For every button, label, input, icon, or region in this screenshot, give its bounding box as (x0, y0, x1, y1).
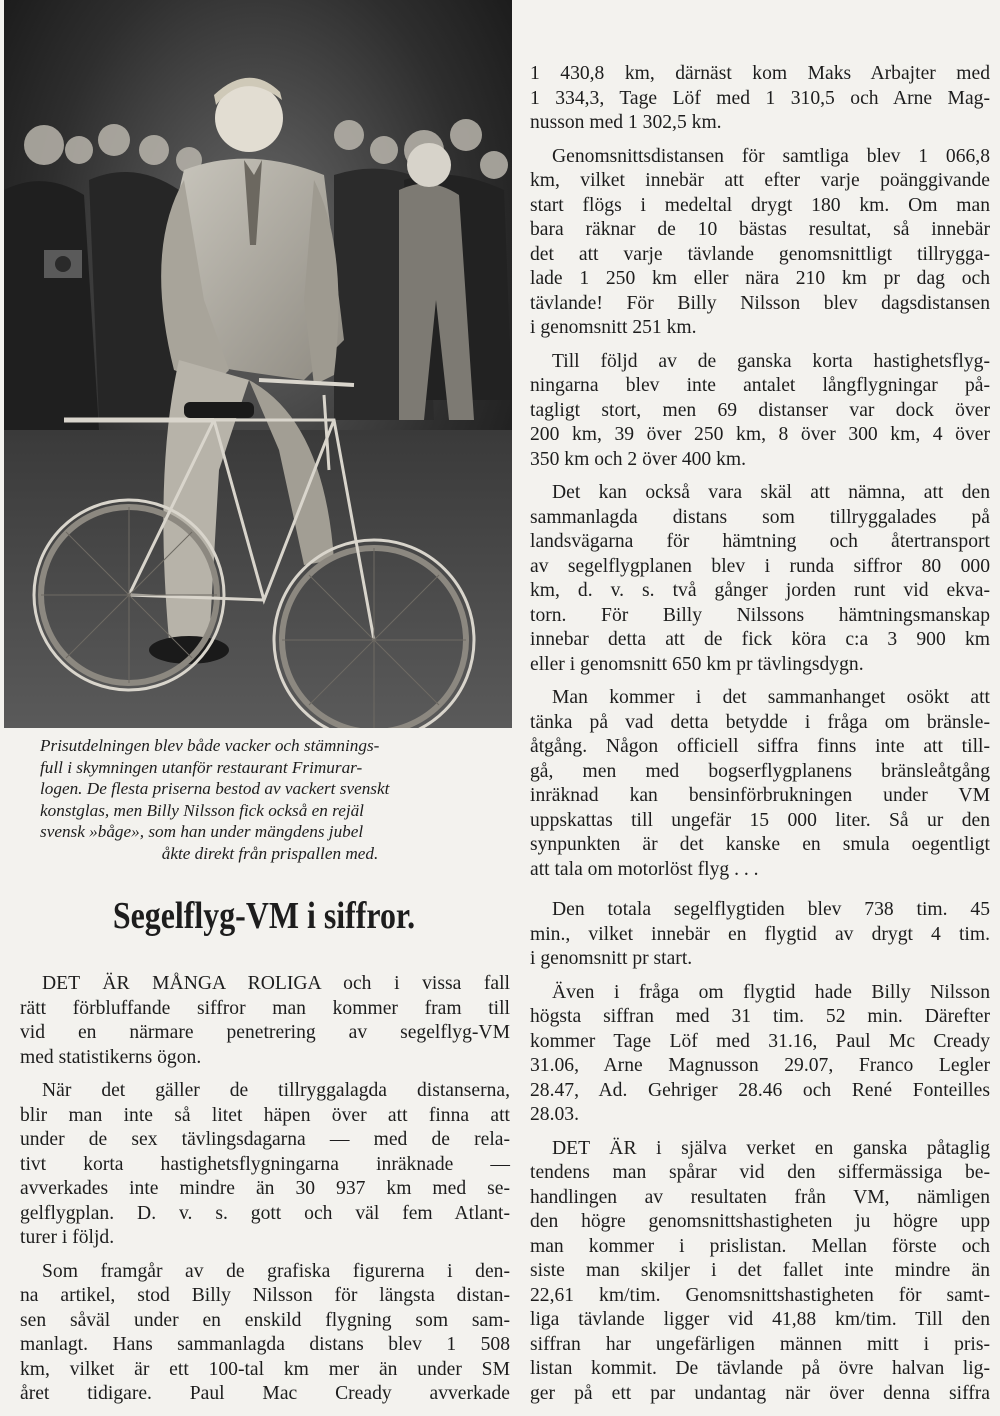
article-headline: Segelflyg-VM i siffror. (112, 895, 416, 937)
paragraph (20, 972, 510, 1070)
text-line: turer i följd. (20, 1227, 115, 1248)
text-line: det att varje tävlande genomsnittligt tillrygga- (530, 243, 990, 265)
right-column-text-bottom (530, 898, 990, 1415)
text-line: tänka på vad detta betydde i fråga om bränsle- (530, 711, 990, 733)
text-line: avverkades inte mindre än 30 937 km med se- (20, 1178, 510, 1199)
left-column-text (20, 972, 510, 1416)
text-line: av segelflygplanen blev i runda siffror 80 000 (530, 555, 990, 577)
text-line: När det gäller de tillryggalagda distanserna, (42, 1080, 510, 1101)
text-line: min., vilket innebär en flygtid av drygt 4 tim. (530, 923, 990, 945)
text-line: året tidigare. Paul Mac Cready avverkade (20, 1383, 510, 1404)
text-line: Till följd av de ganska korta hastighetsflyg- (552, 350, 990, 372)
text-line: man kommer i prislistan. Mellan förste och (530, 1235, 990, 1257)
text-line: lade 1 250 km eller nära 210 km pr dag och (530, 268, 990, 289)
text-line: liga tävlande ligger vid 41,88 km/tim. Till den (530, 1309, 990, 1330)
text-line: rätt förbluffande siffror man kommer fram till (20, 997, 510, 1019)
paragraph (530, 350, 990, 473)
text-line: manlagt. Hans sammanlagda distans blev 1 508 (20, 1334, 510, 1355)
text-line: under de sex tävlingsdagarna — med de rela- (20, 1129, 510, 1150)
caption-line: svensk »båge», som han under mängdens jubel (40, 822, 364, 842)
text-line: Man kommer i det sammanhanget osökt att (552, 687, 990, 708)
text-line: vid en närmare penetrering av segelflyg-VM (20, 1022, 510, 1043)
text-line: Det kan också vara skäl att nämna, att den (552, 482, 990, 503)
text-line: tagligt stort, men 69 distanser var dock över (530, 399, 990, 421)
text-line: na artikel, stod Billy Nilsson för längsta distan- (20, 1285, 510, 1306)
text-line: kommer Tage Löf med 31.16, Paul Mc Cready (530, 1030, 990, 1052)
text-line: sen såväl under en enskild flygning som sam- (20, 1309, 510, 1331)
text-line: innebar detta att de fick köra c:a 3 900 km (530, 629, 990, 650)
text-line: med statistikerns ögon. (20, 1046, 202, 1068)
paragraph (530, 145, 990, 341)
caption-line: logen. De flesta priserna bestod av vackert svenskt (40, 779, 390, 799)
paragraph (20, 1079, 510, 1251)
text-line: sammanlagda distans som tillryggalades på (530, 506, 990, 528)
photo-caption (40, 735, 500, 865)
text-line: km, vilket innebär att efter varje poänggivande (530, 170, 990, 191)
text-line: 28.03. (530, 1104, 579, 1125)
text-line: i genomsnitt pr start. (530, 948, 693, 969)
paragraph (530, 62, 990, 136)
caption-line: konstglas, men Billy Nilsson fick också en rejäl (40, 800, 364, 820)
text-line: torn. För Billy Nilssons hämtningsmanskap (530, 604, 990, 626)
text-line: den högre genomsnittshastigheten ju högre upp (530, 1211, 990, 1232)
text-line: landsvägarna för hämtning och återtransport (530, 531, 990, 552)
caption-line: full i skymningen utanför restaurant Frimurar- (40, 757, 363, 777)
text-line: Genomsnittsdistansen för samtliga blev 1 066,8 (552, 145, 990, 167)
text-line: inräknad kan bensinförbrukningen under VM (530, 785, 990, 806)
text-line: 1 334,3, Tage Löf med 1 310,5 och Arne Mag- (530, 87, 990, 109)
caption-line: Prisutdelningen blev både vacker och stämnings- (40, 736, 380, 755)
text-line: siste man skiljer i det fallet inte mindre än (530, 1260, 990, 1281)
text-line: km, vilket är ett 100-tal km mer än under SM (20, 1358, 510, 1380)
text-line: start flögs i medeltal drygt 180 km. Om man (530, 194, 990, 216)
paragraph (530, 898, 990, 972)
text-line: listan kommit. De tävlande på övre halvan lig- (530, 1358, 990, 1379)
right-column-text-top (530, 62, 990, 891)
paragraph (530, 686, 990, 882)
text-line: blir man inte så litet häpen över att finna att (20, 1104, 510, 1126)
text-line: i genomsnitt 251 km. (530, 317, 697, 338)
text-line: eller i genomsnitt 650 km pr tävlingsdygn. (530, 653, 864, 675)
text-line: DET ÄR MÅNGA ROLIGA och i vissa fall (42, 973, 510, 994)
text-line: handlingen av resultaten från VM, nämligen (530, 1186, 990, 1208)
text-line: DET ÄR i själva verket en ganska påtaglig (552, 1137, 990, 1159)
text-line: gelflygplan. D. v. s. gott och väl fem Atlant- (20, 1202, 510, 1224)
paragraph (530, 481, 990, 677)
text-line: nusson med 1 302,5 km. (530, 112, 722, 133)
text-line: att tala om motorlöst flyg . . . (530, 858, 759, 880)
text-line: bara räknar de 10 bästas resultat, så innebär (530, 219, 990, 240)
text-line: Den totala segelflygtiden blev 738 tim. 45 (552, 899, 990, 920)
text-line: siffran har ungefärligen männen mitt i pris- (530, 1333, 990, 1355)
prize-ceremony-photo (4, 0, 512, 728)
text-line: 22,61 km/tim. Genomsnittshastigheten för samt- (530, 1284, 990, 1306)
text-line: 31.06, Arne Magnusson 29.07, Franco Legler (530, 1055, 990, 1076)
text-line: tivt korta hastighetsflygningarna inräknade — (20, 1153, 510, 1175)
paragraph (530, 981, 990, 1128)
text-line: ger på ett par undantag när över denna siffra (530, 1382, 990, 1404)
text-line: ningarna blev inte antalet långflygningar på- (530, 375, 990, 396)
paragraph (20, 1260, 510, 1407)
text-line: högsta siffran med 31 tim. 52 min. Därefter (530, 1006, 990, 1027)
text-line: Som framgår av de grafiska figurerna i den- (42, 1260, 510, 1282)
text-line: tävlande! För Billy Nilsson blev dagsdistansen (530, 292, 990, 314)
text-line: åtgång. Någon officiell siffra finns inte att till- (530, 736, 990, 757)
caption-line: åkte direkt från prispallen med. (161, 843, 379, 863)
text-line: 200 km, 39 över 250 km, 8 över 300 km, 4 över (530, 424, 990, 445)
text-line: synpunkten är det kanske en smula oegentligt (530, 834, 990, 855)
text-line: gå, men med bogserflygplanens bränsleåtgång (530, 760, 990, 782)
text-line: Även i fråga om flygtid hade Billy Nilsson (552, 981, 990, 1003)
text-line: 1 430,8 km, därnäst kom Maks Arbajter med (530, 63, 990, 84)
text-line: uppskattas till ungefär 15 000 liter. Så ur den (530, 809, 990, 831)
text-line: 28.47, Ad. Gehriger 28.46 och René Fonteilles (530, 1079, 990, 1101)
bicycle-photo-illustration (4, 0, 512, 728)
text-line: 350 km och 2 över 400 km. (530, 448, 747, 470)
paragraph (530, 1137, 990, 1407)
text-line: km, d. v. s. två gånger jorden runt vid ekva- (530, 580, 990, 601)
text-line: tendens man spårar vid den siffermässiga be- (530, 1162, 990, 1183)
